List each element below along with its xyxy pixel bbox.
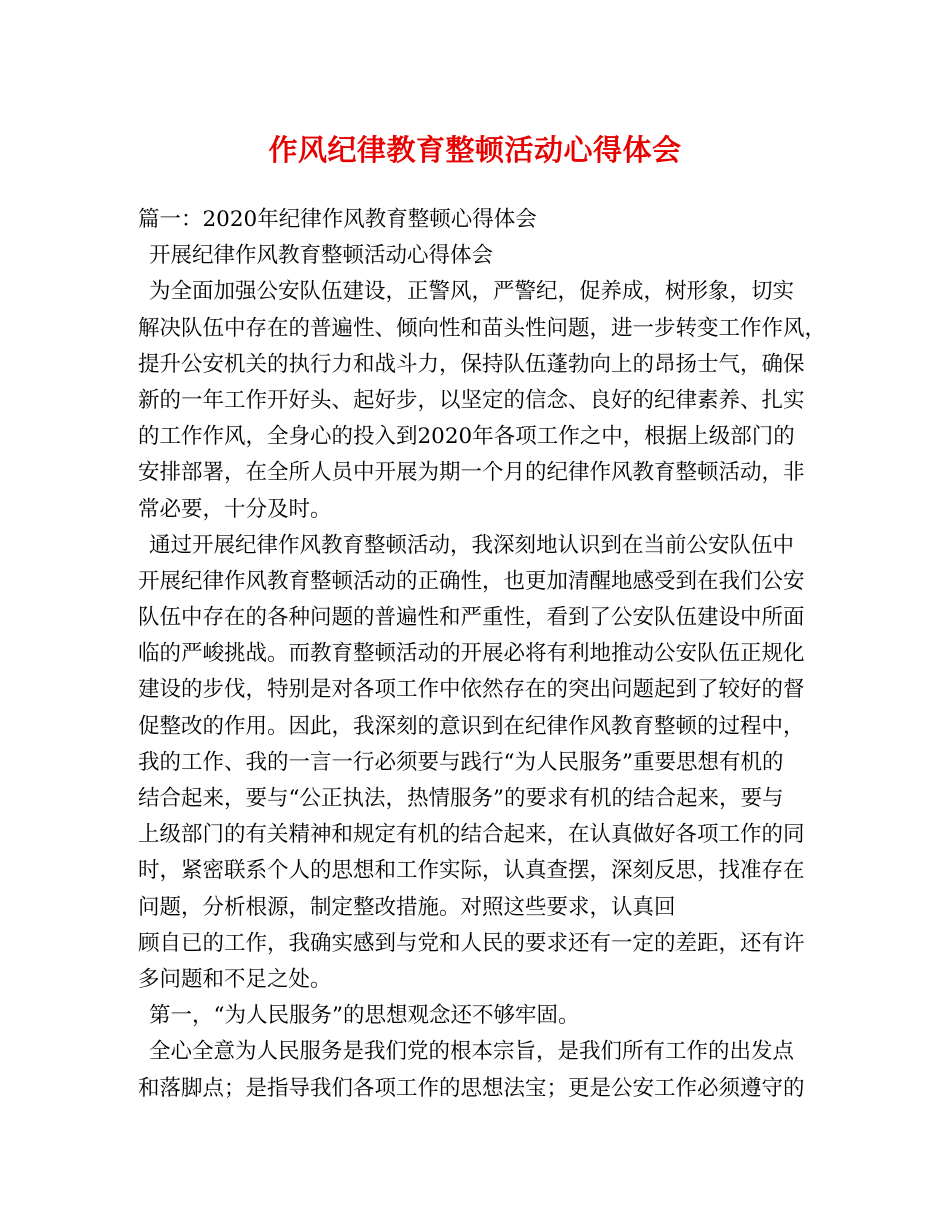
text-line: 开展纪律作风教育整顿活动的正确性，也更加清醒地感受到在我们公安 — [138, 568, 805, 594]
text-line: 建设的步伐，特别是对各项工作中依然存在的突出问题起到了较好的督 — [138, 677, 805, 703]
text-line: 第一，“为人民服务”的思想观念还不够牢固。 — [149, 1003, 580, 1029]
text-line: 问题，分析根源，制定整改措施。对照这些要求，认真回 — [138, 894, 676, 920]
text-line: 时，紧密联系个人的思想和工作实际，认真查摆，深刻反思，找准存在 — [138, 858, 805, 884]
text-line: 安排部署，在全所人员中开展为期一个月的纪律作风教育整顿活动，非 — [138, 460, 805, 486]
text-line: 多问题和不足之处。 — [138, 966, 332, 992]
text-line: 上级部门的有关精神和规定有机的结合起来，在认真做好各项工作的同 — [138, 822, 805, 848]
text-line: 提升公安机关的执行力和战斗力，保持队伍蓬勃向上的昂扬士气，确保 — [138, 351, 805, 377]
text-line: 常必要，十分及时。 — [138, 496, 332, 522]
text-line: 新的一年工作开好头、起好步，以坚定的信念、良好的纪律素养、扎实 — [138, 387, 805, 413]
text-line: 顾自已的工作，我确实感到与党和人民的要求还有一定的差距，还有许 — [138, 930, 805, 956]
text-line: 的工作作风，全身心的投入到2020年各项工作之中，根据上级部门的 — [138, 424, 795, 450]
text-line: 我的工作、我的一言一行必须要与践行“为人民服务”重要思想有机的 — [138, 749, 784, 775]
document-title: 作风纪律教育整顿活动心得体会 — [268, 133, 682, 167]
text-line: 临的严峻挑战。而教育整顿活动的开展必将有利地推动公安队伍正规化 — [138, 641, 805, 667]
text-line: 队伍中存在的各种问题的普遍性和严重性，看到了公安队伍建设中所面 — [138, 605, 805, 631]
text-line: 为全面加强公安队伍建设，正警风，严警纪，促养成，树形象，切实 — [149, 279, 795, 305]
text-line: 结合起来，要与“公正执法，热情服务”的要求有机的结合起来，要与 — [138, 786, 784, 811]
text-line: 通过开展纪律作风教育整顿活动，我深刻地认识到在当前公安队伍中 — [149, 532, 795, 558]
text-line: 开展纪律作风教育整顿活动心得体会 — [149, 243, 494, 269]
text-line: 全心全意为人民服务是我们党的根本宗旨，是我们所有工作的出发点 — [149, 1039, 795, 1065]
text-line: 解决队伍中存在的普遍性、倾向性和苗头性问题，进一步转变工作作风， — [138, 315, 827, 341]
text-line: 篇一：2020年纪律作风教育整顿心得体会 — [138, 207, 537, 232]
document-body — [138, 202, 828, 1107]
text-line: 和落脚点；是指导我们各项工作的思想法宝；更是公安工作必须遵守的 — [138, 1075, 805, 1101]
text-line: 促整改的作用。因此，我深刻的意识到在纪律作风教育整顿的过程中， — [138, 713, 805, 739]
